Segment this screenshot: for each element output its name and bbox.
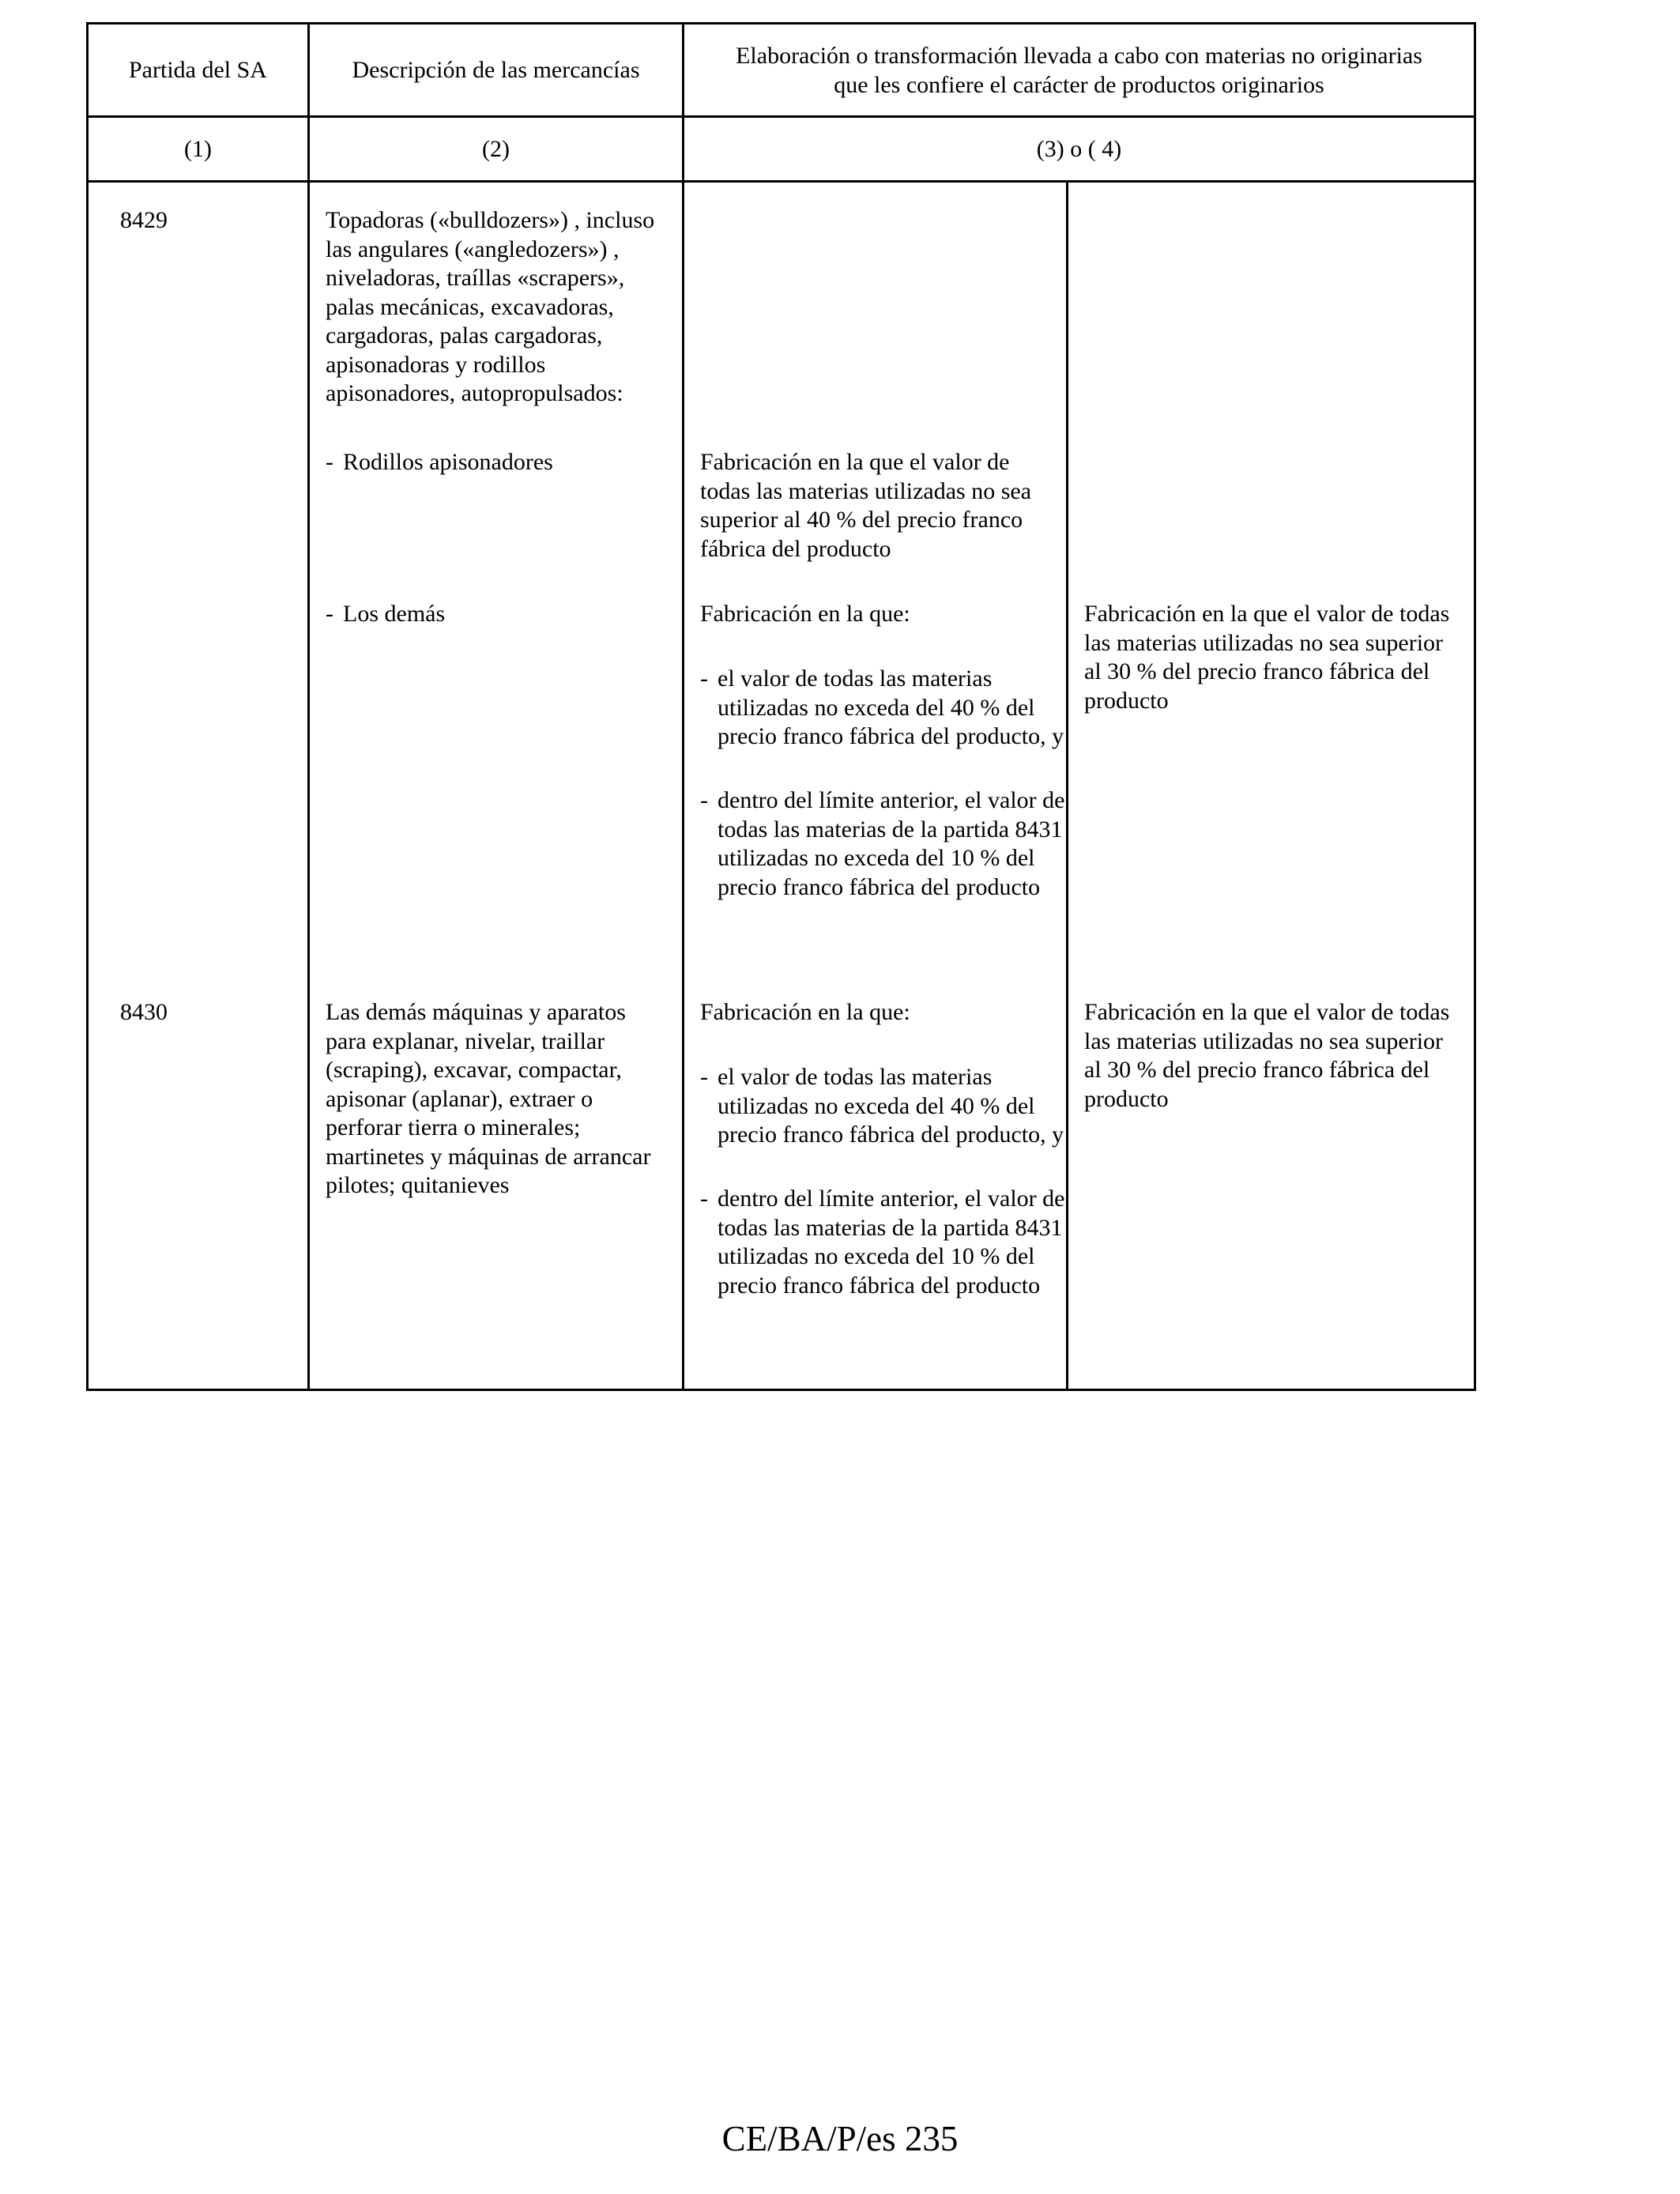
page-footer-reference: CE/BA/P/es 235 xyxy=(721,2119,959,2158)
rule-column-3-cell xyxy=(684,182,1068,1390)
rule3-8430-item-2: - dentro del límite anterior, el valor de todas las materias de la partida 8431 utilizadas no exceda del 10 % del precio franco fábrica del producto xyxy=(700,1186,1065,1299)
rule3-8430-intro: Fabricación en la que: xyxy=(700,999,910,1025)
rule3-los-demas-item-2: - dentro del límite anterior, el valor de todas las materias de la partida 8431 utilizadas no exceda del 10 % del precio franco fábrica del producto xyxy=(700,787,1065,900)
table-row xyxy=(88,182,1475,1390)
header-working-line1: Elaboración o transformación llevada a cabo con materias no originarias xyxy=(736,42,1422,69)
header-hs-heading: Partida del SA xyxy=(88,24,309,117)
code-cell xyxy=(88,182,309,1390)
rule4-8430: Fabricación en la que el valor de todas las materias utilizadas no sea superior al 30 % del precio franco fábrica del producto xyxy=(1084,999,1450,1112)
header-working-line2: que les confiere el carácter de productos originarios xyxy=(834,71,1324,98)
rules-table xyxy=(86,22,1476,1391)
header-row xyxy=(88,24,1475,117)
rule4-los-demas: Fabricación en la que el valor de todas las materias utilizadas no sea superior al 30 % del precio franco fábrica del producto xyxy=(1084,601,1450,714)
subitem-rodillos: - Rodillos apisonadores xyxy=(326,448,686,477)
dash-mark: - xyxy=(326,449,333,475)
description-8429: Topadoras («bulldozers») , incluso las angulares («angledozers») , niveladoras, traíllas «scrapers», palas mecánicas, excavadoras, cargadoras, palas cargadoras, apisonadoras y rodillos apisonadores, autopropulsados: xyxy=(326,207,655,406)
dash-mark: - xyxy=(326,601,333,627)
rule-column-4-cell xyxy=(1068,182,1475,1390)
column-number-row xyxy=(88,117,1475,182)
rule3-los-demas-item-1: - el valor de todas las materias utilizadas no exceda del 40 % del precio franco fábrica del producto, y xyxy=(700,665,1064,749)
description-8430: Las demás máquinas y aparatos para explanar, nivelar, traillar (scraping), excavar, compactar, apisonar (aplanar), extraer o perforar tierra o minerales; martinetes y máquinas de arrancar pilotes; quitanieves xyxy=(326,999,651,1198)
header-working-processing xyxy=(684,24,1475,117)
column-number-2: (2) xyxy=(309,117,684,182)
column-number-1: (1) xyxy=(88,117,309,182)
column-number-3-4: (3) o ( 4) xyxy=(684,117,1475,182)
hs-code-8430: 8430 xyxy=(120,999,168,1025)
subitem-los-demas: - Los demás xyxy=(326,600,686,629)
rule3-los-demas-intro: Fabricación en la que: xyxy=(700,601,910,627)
description-cell xyxy=(309,182,684,1390)
dash-mark: - xyxy=(700,1186,708,1212)
hs-code-8429: 8429 xyxy=(120,207,168,233)
header-description: Descripción de las mercancías xyxy=(309,24,684,117)
dash-mark: - xyxy=(700,665,708,692)
dash-mark: - xyxy=(700,1064,708,1090)
dash-mark: - xyxy=(700,787,708,813)
rule3-8430-item-1: - el valor de todas las materias utilizadas no exceda del 40 % del precio franco fábrica del producto, y xyxy=(700,1064,1064,1148)
rule3-rodillos: Fabricación en la que el valor de todas las materias utilizadas no sea superior al 40 % del precio franco fábrica del producto xyxy=(700,449,1032,562)
